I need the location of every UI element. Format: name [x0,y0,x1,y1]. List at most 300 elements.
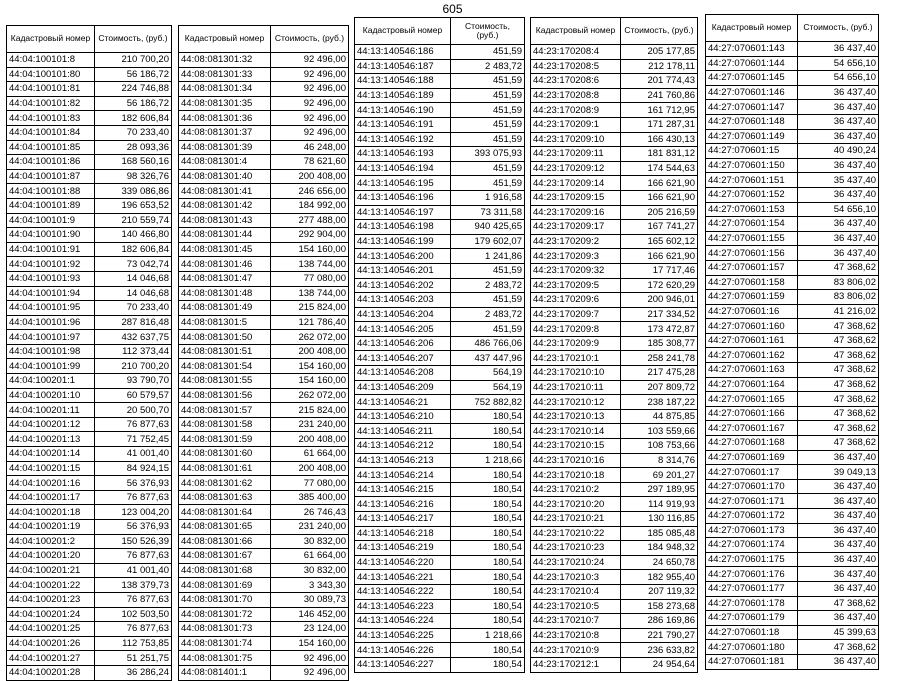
cadastral-number-cell: 44:04:100201:11 [7,403,95,418]
table-row [7,461,172,476]
cost-cell: 168 560,16 [95,155,172,170]
cadastral-number-cell: 44:23:170209:9 [531,336,621,351]
table-row [7,534,172,549]
table-row [179,403,349,418]
cadastral-number-cell: 44:04:100101:95 [7,301,95,316]
cost-cell: 171 287,31 [621,117,698,132]
cadastral-number-cell: 44:13:140546:196 [355,190,451,205]
cost-cell: 564,19 [451,380,525,395]
cost-cell: 180,54 [451,526,525,541]
cost-cell: 180,54 [451,468,525,483]
cadastral-number-cell: 44:04:100101:85 [7,140,95,155]
table-row [7,432,172,447]
cadastral-number-cell: 44:27:070601:170 [706,479,798,494]
cadastral-number-cell: 44:04:100101:86 [7,155,95,170]
table-row [531,74,698,89]
cadastral-number-cell: 44:13:140546:222 [355,584,451,599]
cadastral-number-cell: 44:27:070601:179 [706,611,798,626]
cost-cell: 76 877,63 [95,417,172,432]
cadastral-number-cell: 44:27:070601:153 [706,202,798,217]
cadastral-number-cell: 44:27:070601:15 [706,144,798,159]
cadastral-number-cell: 44:08:081301:32 [179,53,271,68]
table-row [179,476,349,491]
cost-cell: 77 080,00 [271,271,349,286]
cost-cell: 154 160,00 [271,242,349,257]
cost-cell: 41 001,40 [95,447,172,462]
cadastral-number-cell: 44:04:100201:22 [7,578,95,593]
table-row [355,366,525,381]
cost-cell: 70 233,40 [95,125,172,140]
cost-cell: 36 437,40 [798,85,879,100]
table-row [531,439,698,454]
table-row [531,395,698,410]
cost-cell: 36 437,40 [798,654,879,669]
table-row [531,161,698,176]
table-row [179,169,349,184]
cadastral-number-cell: 44:04:100201:19 [7,520,95,535]
table-row [179,344,349,359]
table-row [355,176,525,191]
cadastral-number-cell: 44:08:081301:49 [179,301,271,316]
cost-cell: 83 806,02 [798,290,879,305]
cost-cell: 150 526,39 [95,534,172,549]
table-row [355,190,525,205]
cost-cell: 221 790,27 [621,628,698,643]
table-row [355,307,525,322]
table-row [179,111,349,126]
cadastral-number-cell: 44:08:081301:74 [179,636,271,651]
cost-cell: 140 466,80 [95,228,172,243]
table-row [7,184,172,199]
cadastral-number-cell: 44:13:140546:200 [355,249,451,264]
cadastral-number-cell: 44:04:100101:82 [7,96,95,111]
cadastral-number-cell: 44:23:170209:10 [531,132,621,147]
table-row [179,184,349,199]
cost-cell: 76 877,63 [95,622,172,637]
cost-cell: 167 741,27 [621,220,698,235]
cost-cell: 154 160,00 [271,374,349,389]
table-row [706,304,879,319]
cost-cell: 287 816,48 [95,315,172,330]
cadastral-number-cell: 44:04:100201:16 [7,476,95,491]
cost-cell: 432 637,75 [95,330,172,345]
table-row [706,319,879,334]
cost-cell: 36 437,40 [798,611,879,626]
cost-cell: 184 992,00 [271,198,349,213]
table-row [179,96,349,111]
table-row [706,654,879,669]
cadastral-number-cell: 44:27:070601:154 [706,217,798,232]
cadastral-number-cell: 44:23:170210:8 [531,628,621,643]
cost-cell: 1 241,86 [451,249,525,264]
cadastral-number-cell: 44:08:081301:65 [179,520,271,535]
table-row [531,526,698,541]
cadastral-number-cell: 44:08:081301:37 [179,125,271,140]
cost-cell: 36 437,40 [798,581,879,596]
cadastral-number-cell: 44:04:100201:27 [7,651,95,666]
cost-cell: 47 368,62 [798,596,879,611]
cost-cell: 73 042,74 [95,257,172,272]
cadastral-number-cell: 44:27:070601:148 [706,114,798,129]
table-row [179,520,349,535]
table-row [179,53,349,68]
table-row [706,173,879,188]
table-row [179,651,349,666]
cost-cell: 185 308,77 [621,336,698,351]
cadastral-number-cell: 44:27:070601:167 [706,421,798,436]
cost-cell: 205 216,59 [621,205,698,220]
cost-cell: 385 400,00 [271,490,349,505]
cost-cell: 184 948,32 [621,541,698,556]
cost-cell: 173 472,87 [621,322,698,337]
cadastral-number-cell: 44:13:140546:221 [355,570,451,585]
cost-cell: 30 832,00 [271,563,349,578]
table-row [179,636,349,651]
cost-cell: 36 437,40 [798,450,879,465]
cadastral-number-cell: 44:27:070601:17 [706,465,798,480]
cost-cell: 36 437,40 [798,217,879,232]
cost-cell: 54 656,10 [798,56,879,71]
cost-cell: 217 475,28 [621,366,698,381]
cost-cell: 36 437,40 [798,100,879,115]
cadastral-number-cell: 44:04:100201:1 [7,374,95,389]
cadastral-number-cell: 44:04:100101:81 [7,82,95,97]
cost-cell: 47 368,62 [798,319,879,334]
table-row [7,257,172,272]
table-row [531,117,698,132]
cadastral-number-cell: 44:27:070601:156 [706,246,798,261]
cadastral-number-cell: 44:27:070601:143 [706,42,798,57]
table-row [706,85,879,100]
cadastral-number-cell: 44:23:170212:1 [531,657,621,672]
table-row [355,468,525,483]
table-row [706,363,879,378]
cadastral-number-cell: 44:08:081301:46 [179,257,271,272]
cost-cell: 297 189,95 [621,482,698,497]
cadastral-number-cell: 44:13:140546:214 [355,468,451,483]
cadastral-number-cell: 44:23:170210:4 [531,584,621,599]
cost-cell: 180,54 [451,409,525,424]
cost-cell: 56 376,93 [95,520,172,535]
cadastral-number-cell: 44:23:170210:20 [531,497,621,512]
table-row [179,563,349,578]
cadastral-number-cell: 44:08:081301:55 [179,374,271,389]
cadastral-number-cell: 44:08:081301:69 [179,578,271,593]
cadastral-number-cell: 44:13:140546:218 [355,526,451,541]
table-row [179,257,349,272]
table-row [531,59,698,74]
cadastral-number-cell: 44:04:100101:98 [7,344,95,359]
cost-cell: 103 559,66 [621,424,698,439]
cadastral-number-cell: 44:27:070601:18 [706,625,798,640]
cadastral-number-cell: 44:04:100101:94 [7,286,95,301]
cadastral-number-cell: 44:08:081301:35 [179,96,271,111]
cadastral-number-cell: 44:27:070601:166 [706,406,798,421]
cost-cell: 180,54 [451,541,525,556]
cost-cell: 179 602,07 [451,234,525,249]
cost-cell: 154 160,00 [271,636,349,651]
cadastral-number-cell: 44:08:081301:70 [179,592,271,607]
cadastral-number-cell: 44:23:170208:4 [531,45,621,60]
table-row [706,158,879,173]
table-row [531,366,698,381]
table-row [531,482,698,497]
table-row [355,147,525,162]
cadastral-number-cell: 44:27:070601:168 [706,436,798,451]
table-row [7,665,172,680]
cadastral-number-cell: 44:08:081301:54 [179,359,271,374]
cadastral-number-cell: 44:08:081301:40 [179,169,271,184]
cost-cell: 246 656,00 [271,184,349,199]
header-cadastral-number: Кадастровый номер [179,26,271,53]
cadastral-number-cell: 44:13:140546:212 [355,439,451,454]
cost-cell: 1 218,66 [451,628,525,643]
cadastral-number-cell: 44:04:100101:90 [7,228,95,243]
cost-cell: 61 664,00 [271,447,349,462]
header-cost: Стоимость, (руб.) [798,15,879,42]
cadastral-number-cell: 44:13:140546:188 [355,74,451,89]
table-row [531,468,698,483]
table-row [531,643,698,658]
table-row [531,570,698,585]
cadastral-number-cell: 44:08:081301:33 [179,67,271,82]
table-row [355,657,525,672]
cadastral-number-cell: 44:13:140546:199 [355,234,451,249]
table-row [706,596,879,611]
cadastral-number-cell: 44:13:140546:217 [355,512,451,527]
cadastral-number-cell: 44:23:170210:7 [531,614,621,629]
table-row [7,476,172,491]
cadastral-number-cell: 44:04:100201:17 [7,490,95,505]
cadastral-number-cell: 44:08:081301:57 [179,403,271,418]
cost-cell: 36 437,40 [798,187,879,202]
cost-cell: 2 483,72 [451,307,525,322]
table-row [7,140,172,155]
cadastral-number-cell: 44:27:070601:165 [706,392,798,407]
table-row [706,581,879,596]
table-row [531,336,698,351]
cost-cell: 2 483,72 [451,59,525,74]
cost-cell: 180,54 [451,555,525,570]
cost-cell: 47 368,62 [798,377,879,392]
cadastral-number-cell: 44:27:070601:155 [706,231,798,246]
table-row [7,520,172,535]
cadastral-number-cell: 44:23:170210:11 [531,380,621,395]
cadastral-number-cell: 44:23:170210:2 [531,482,621,497]
cadastral-number-cell: 44:04:100101:99 [7,359,95,374]
cost-cell: 146 452,00 [271,607,349,622]
table-row [7,359,172,374]
table-row [531,263,698,278]
cadastral-number-cell: 44:27:070601:174 [706,538,798,553]
cadastral-number-cell: 44:23:170209:3 [531,249,621,264]
table-row [355,482,525,497]
cost-cell: 28 093,36 [95,140,172,155]
cost-cell: 36 286,24 [95,665,172,680]
cadastral-number-cell: 44:08:081301:63 [179,490,271,505]
cadastral-number-cell: 44:27:070601:173 [706,523,798,538]
cadastral-number-cell: 44:04:100101:97 [7,330,95,345]
cadastral-number-cell: 44:13:140546:220 [355,555,451,570]
table-row [706,348,879,363]
table-row [706,144,879,159]
table-row [531,628,698,643]
cost-cell: 36 437,40 [798,42,879,57]
cost-cell: 451,59 [451,74,525,89]
table-row [179,432,349,447]
cost-cell: 92 496,00 [271,111,349,126]
table-row [706,465,879,480]
cost-cell: 166 430,13 [621,132,698,147]
cadastral-number-cell: 44:13:140546:213 [355,453,451,468]
cost-cell: 201 774,43 [621,74,698,89]
table-row [531,293,698,308]
cost-cell: 1 218,66 [451,453,525,468]
cadastral-number-cell: 44:13:140546:207 [355,351,451,366]
cost-cell: 56 186,72 [95,67,172,82]
cadastral-number-cell: 44:13:140546:191 [355,117,451,132]
table-row [531,599,698,614]
cost-cell: 51 251,75 [95,651,172,666]
cadastral-number-cell: 44:08:081301:61 [179,461,271,476]
table-row [355,103,525,118]
table-row [7,607,172,622]
table-row [355,161,525,176]
cost-cell: 224 746,88 [95,82,172,97]
cadastral-number-cell: 44:27:070601:180 [706,640,798,655]
cost-cell: 200 408,00 [271,344,349,359]
table-row [355,263,525,278]
cadastral-number-cell: 44:27:070601:163 [706,363,798,378]
cadastral-number-cell: 44:27:070601:164 [706,377,798,392]
table-row [179,447,349,462]
cost-cell: 451,59 [451,293,525,308]
cadastral-number-cell: 44:08:081301:48 [179,286,271,301]
cadastral-number-cell: 44:27:070601:157 [706,260,798,275]
cadastral-number-cell: 44:27:070601:169 [706,450,798,465]
table-row [7,301,172,316]
cost-cell: 41 001,40 [95,563,172,578]
cadastral-number-cell: 44:23:170209:12 [531,161,621,176]
cadastral-number-cell: 44:23:170210:3 [531,570,621,585]
cost-cell: 76 877,63 [95,549,172,564]
cost-cell: 14 046,68 [95,286,172,301]
cost-cell: 30 089,73 [271,592,349,607]
table-row [7,96,172,111]
header-cadastral-number: Кадастровый номер [531,18,621,45]
cadastral-number-cell: 44:04:100201:26 [7,636,95,651]
cost-cell: 92 496,00 [271,53,349,68]
cost-cell: 180,54 [451,614,525,629]
cadastral-number-cell: 44:23:170209:16 [531,205,621,220]
cost-cell: 451,59 [451,88,525,103]
cost-cell: 161 712,95 [621,103,698,118]
table-row [179,140,349,155]
cadastral-number-cell: 44:13:140546:208 [355,366,451,381]
cadastral-number-cell: 44:04:100201:28 [7,665,95,680]
cadastral-number-cell: 44:27:070601:145 [706,71,798,86]
cost-cell: 205 177,85 [621,45,698,60]
table-row [355,541,525,556]
cadastral-number-cell: 44:13:140546:219 [355,541,451,556]
table-row [531,351,698,366]
cadastral-number-cell: 44:04:100101:92 [7,257,95,272]
table-row [706,187,879,202]
table-row [355,88,525,103]
cadastral-number-cell: 44:27:070601:176 [706,567,798,582]
table-row [706,275,879,290]
header-cost: Стоимость, (руб.) [621,18,698,45]
table-row [355,614,525,629]
cadastral-number-cell: 44:13:140546:198 [355,220,451,235]
cadastral-number-cell: 44:04:100101:8 [7,53,95,68]
cost-cell: 14 046,68 [95,271,172,286]
cadastral-number-cell: 44:27:070601:177 [706,581,798,596]
cost-cell: 154 160,00 [271,359,349,374]
cost-cell: 36 437,40 [798,538,879,553]
cadastral-number-cell: 44:04:100101:84 [7,125,95,140]
table-row [7,563,172,578]
cadastral-number-cell: 44:08:081301:45 [179,242,271,257]
table-row [706,246,879,261]
cost-cell: 35 437,40 [798,173,879,188]
cadastral-number-cell: 44:04:100201:18 [7,505,95,520]
table-row [706,231,879,246]
table-row [7,403,172,418]
table-row [706,202,879,217]
table-row [7,549,172,564]
cadastral-number-cell: 44:08:081301:39 [179,140,271,155]
cadastral-number-cell: 44:04:100201:24 [7,607,95,622]
cost-cell: 112 753,85 [95,636,172,651]
table-row [355,278,525,293]
cost-cell: 231 240,00 [271,520,349,535]
table-row [7,592,172,607]
table-row [355,424,525,439]
cadastral-number-cell: 44:04:100201:15 [7,461,95,476]
table-row [179,490,349,505]
table-row [355,453,525,468]
table-row [179,67,349,82]
table-row [179,417,349,432]
cost-cell: 92 496,00 [271,651,349,666]
table-row [7,198,172,213]
table-row [531,278,698,293]
cost-cell: 24 650,78 [621,555,698,570]
table-row [179,665,349,680]
cost-cell: 45 399,63 [798,625,879,640]
table-row [7,388,172,403]
cadastral-number-cell: 44:13:140546:190 [355,103,451,118]
cadastral-number-cell: 44:23:170210:24 [531,555,621,570]
cost-cell: 1 916,58 [451,190,525,205]
table-row [531,541,698,556]
cadastral-number-cell: 44:08:081301:59 [179,432,271,447]
cost-cell: 36 437,40 [798,479,879,494]
table-row [706,552,879,567]
header-cadastral-number: Кадастровый номер [7,26,95,53]
cost-cell: 339 086,86 [95,184,172,199]
cadastral-number-cell: 44:13:140546:205 [355,322,451,337]
cadastral-number-cell: 44:08:081301:43 [179,213,271,228]
cadastral-number-cell: 44:08:081301:64 [179,505,271,520]
table-row [355,205,525,220]
table-row [706,217,879,232]
cadastral-number-cell: 44:04:100101:91 [7,242,95,257]
cadastral-number-cell: 44:27:070601:160 [706,319,798,334]
cost-cell: 24 954,64 [621,657,698,672]
cost-cell: 47 368,62 [798,421,879,436]
